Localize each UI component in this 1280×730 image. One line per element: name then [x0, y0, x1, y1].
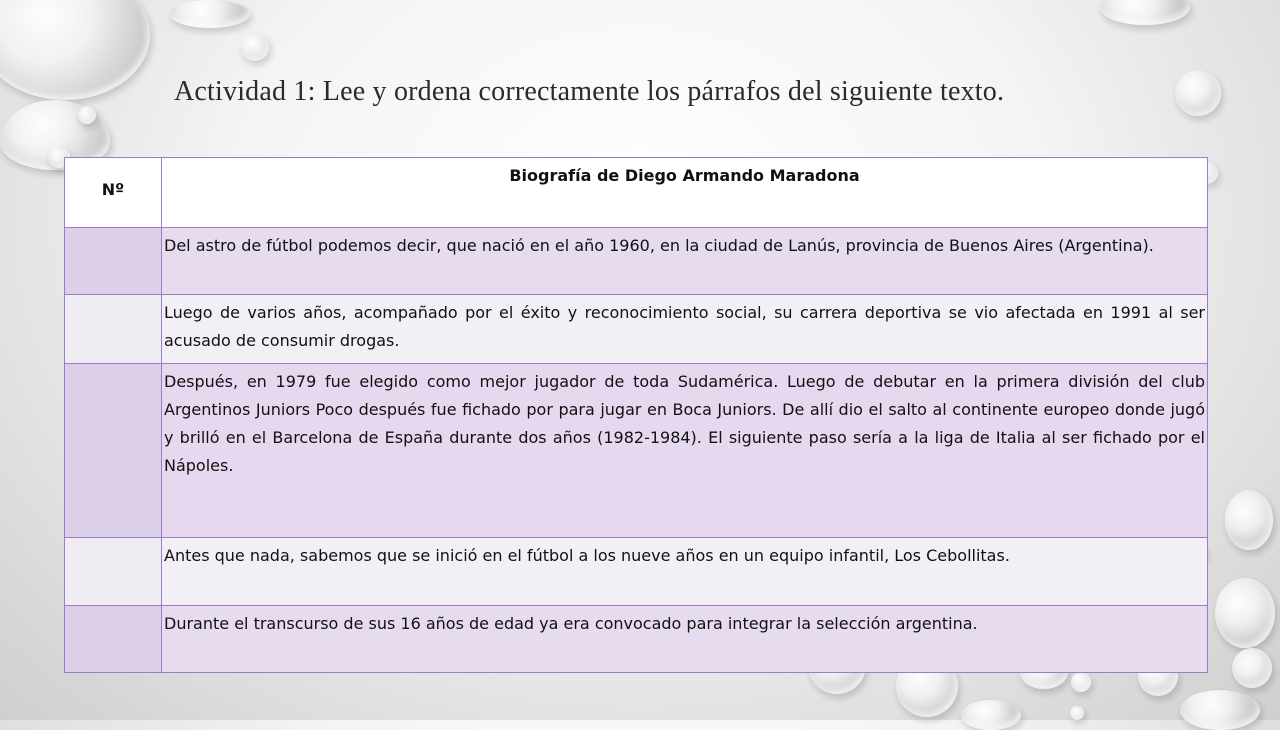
- water-drop-decoration: [961, 700, 1021, 730]
- table-row: [65, 228, 1208, 295]
- table-row: [65, 364, 1208, 538]
- water-drop-decoration: [1175, 70, 1221, 116]
- water-drop-decoration: [241, 33, 269, 61]
- water-drop-decoration: [1070, 706, 1084, 720]
- water-drop-decoration: [78, 106, 96, 124]
- row-number-cell[interactable]: [65, 228, 162, 295]
- water-drop-decoration: [0, 0, 150, 100]
- header-title: Biografía de Diego Armando Maradona: [162, 158, 1208, 228]
- water-drop-decoration: [1100, 0, 1190, 25]
- table-row: [65, 295, 1208, 364]
- row-number-cell[interactable]: [65, 364, 162, 538]
- page-title: Actividad 1: Lee y ordena correctamente los párrafos del siguiente texto.: [174, 76, 1005, 107]
- paragraph-cell: Luego de varios años, acompañado por el éxito y reconocimiento social, su carrera deportiva se vio afectada en 1991 al ser acusado de consumir drogas.: [162, 295, 1208, 364]
- biography-table: [64, 157, 1208, 673]
- row-number-cell[interactable]: [65, 606, 162, 673]
- water-drop-decoration: [1225, 490, 1273, 550]
- table-row: [65, 538, 1208, 606]
- water-drop-decoration: [1215, 578, 1275, 648]
- row-number-cell[interactable]: [65, 538, 162, 606]
- water-drop-decoration: [1232, 648, 1272, 688]
- header-number: Nº: [65, 158, 162, 228]
- water-drop-decoration: [1071, 672, 1091, 692]
- row-number-cell[interactable]: [65, 295, 162, 364]
- table-row: [65, 606, 1208, 673]
- paragraph-cell: Después, en 1979 fue elegido como mejor jugador de toda Sudamérica. Luego de debutar en la primera división del club Argentinos Juniors Poco después fue fichado por para jugar en Boca Juniors. De allí dio el salto al continente europeo donde jugó y brilló en el Barcelona de España durante dos años (1982-1984). El siguiente paso sería a la liga de Italia al ser fichado por el Nápoles.: [162, 364, 1208, 538]
- water-drop-decoration: [170, 0, 250, 28]
- water-drop-decoration: [1180, 690, 1260, 730]
- paragraph-cell: Antes que nada, sabemos que se inició en el fútbol a los nueve años en un equipo infantil, Los Cebollitas.: [162, 538, 1208, 606]
- paragraph-cell: Durante el transcurso de sus 16 años de edad ya era convocado para integrar la selección argentina.: [162, 606, 1208, 673]
- paragraph-cell: Del astro de fútbol podemos decir, que nació en el año 1960, en la ciudad de Lanús, provincia de Buenos Aires (Argentina).: [162, 228, 1208, 295]
